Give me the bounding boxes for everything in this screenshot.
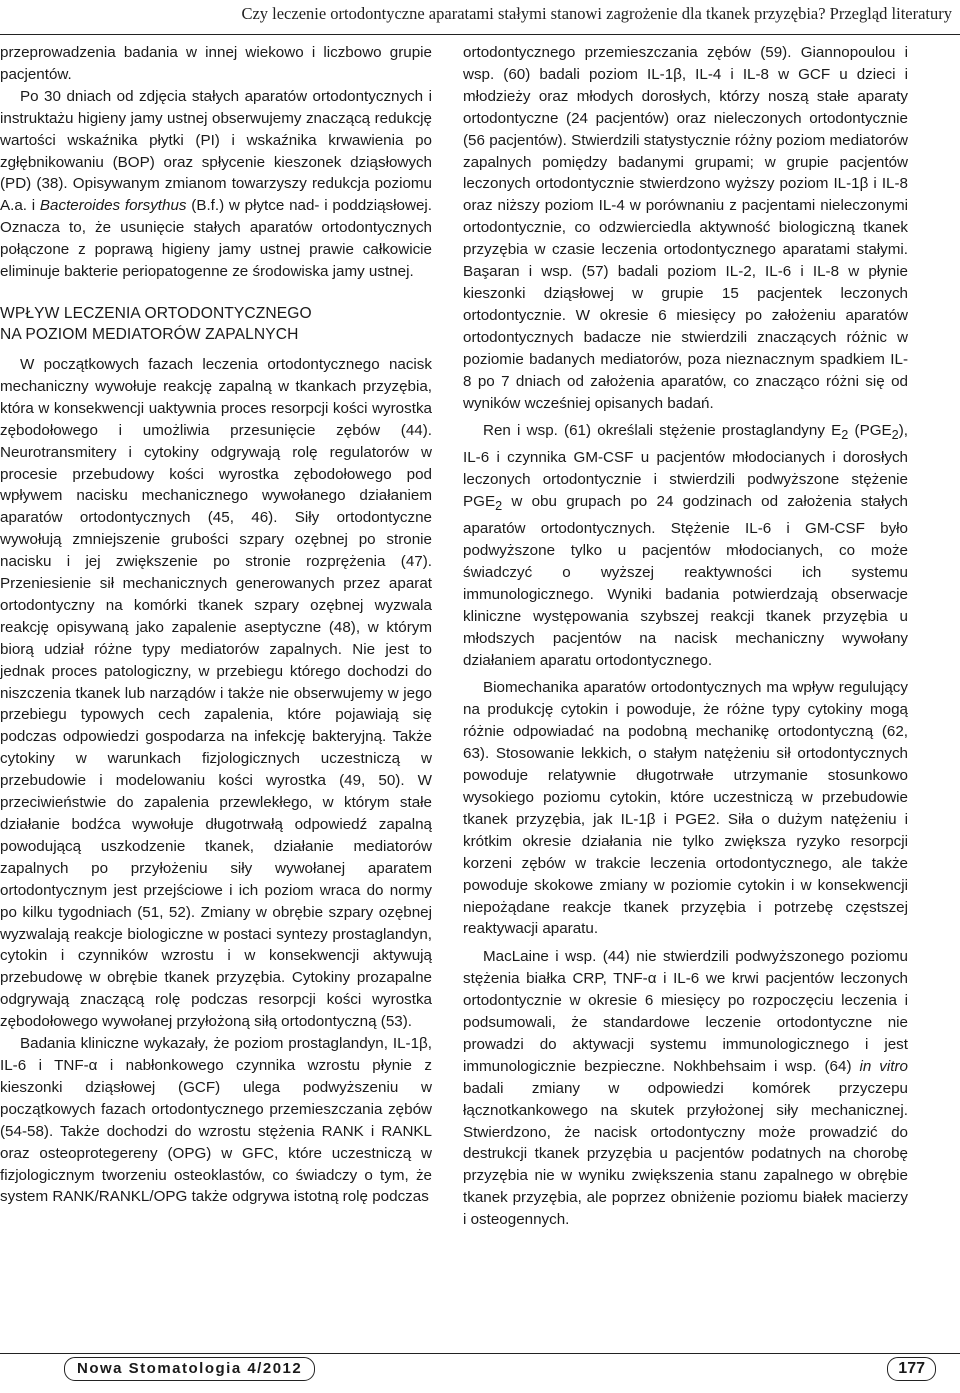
page-footer xyxy=(0,1353,960,1382)
paragraph: Ren i wsp. (61) określali stężenie prostaglandyny $E_2$ $(PGE_2)$, IL-6 i czynnika GM-CSF u pacjentów młodocianych i dorosłych leczonych ortodontycznie i stwierdzili podwyższone stężenie $PGE_2$ w obu grupach po 24 godzinach od założenia stałych aparatów ortodontycznych. Stężenie IL-6 i GM-CSF było podwyższone tylko u pacjentów młodocianych, co może świadczyć o wyższej reaktywności ich systemu immunologicznego. Wyniki badania potwierdzają obserwacje kliniczne występowania szybszej reakcji tkanek przyzębia u młodszych pacjentów na nacisk mechaniczny wywołany działaniem aparatu ortodontycznego. xyxy=(463,422,908,669)
left-column xyxy=(0,42,432,1208)
page-number: 177 xyxy=(887,1357,936,1381)
paragraph: Biomechanika aparatów ortodontycznych ma wpływ regulujący na produkcję cytokin i powoduje, że różne typy cytokiny mogą różnie odpowiadać na podobną mechanikę ortodontyczną (62, 63). Stosowanie lekkich, o stałym natężeniu sił ortodontycznych powoduje relatywnie długotrwałe utrzymanie stosunkowo wysokiego poziomu cytokin, które uczestniczą w przebudowie tkanek przyzębia, jak IL-1β i PGE2. Siła o dużym natężeniu i krótkim okresie działania nie tylko zwiększa ryzyko resorpcji korzeni zębów w trakcie leczenia ortodontycznego, ale także powoduje skokowe zmiany w poziomie cytokin i w konsekwencji niepożądane reakcje tkanek przyzębia i potrzebę częstszej reaktywacji aparatu. xyxy=(463,679,908,938)
running-title: Czy leczenie ortodontyczne aparatami stałymi stanowi zagrożenie dla tkanek przyzębia? Przegląd literatury xyxy=(241,4,952,23)
paragraph: MacLaine i wsp. (44) nie stwierdzili podwyższonego poziomu stężenia białka CRP, TNF-α i IL-6 we krwi pacjentów leczonych ortodontycznie w okresie 6 miesięcy po rozpoczęciu leczenia i podsumowali, że standardowe leczenie ortodontyczne nie prowadzi do aktywacji systemu immunologicznego i jest immunologicznie bezpieczne. Nokhbehsaim i wsp. (64) in vitro badali zmiany w odpowiedzi komórek przyczepu łącznotkankowego na skutek przyłożonej siły mechanicznej. Stwierdzono, że nacisk ortodontyczny może prowadzić do destrukcji tkanek przyzębia u pacjentów podatnych na chorobę przyzębia nie w wyniku zwiększenia stanu zapalnego w obrębie tkanek przyzębia, ale poprzez obniżenie poziomu białek macierzy i osteogennych. xyxy=(463,948,908,1229)
running-head xyxy=(0,0,960,35)
paragraph: przeprowadzenia badania w innej wiekowo i liczbowo grupie pacjentów. xyxy=(0,44,432,83)
paragraph: Po 30 dniach od zdjęcia stałych aparatów ortodontycznych i instruktażu higieny jamy ustnej obserwujemy znaczącą redukcję wartości wskaźnika płytki (PI) i wskaźnika krwawienia po zgłębnikowaniu (BOP) oraz spłycenie kieszonek dziąsłowych (PD) (38). Opisywanym zmianom towarzyszy redukcja poziomu A.a. i Bacteroides forsythus (B.f.) w płytce nad- i poddziąsłowej. Oznacza to, że usunięcie stałych aparatów ortodontycznych połączone z poprawą higieny jamy ustnej prawie całkowicie eliminuje bakterie periopatogenne ze środowiska jamy ustnej. xyxy=(0,87,432,281)
paragraph: Badania kliniczne wykazały, że poziom prostaglandyn, IL-1β, IL-6 i TNF-α i nabłonkowego czynnika wzrostu płynie z kieszonki dziąsłowej (GCF) ulega podwyższeniu w początkowych fazach ortodontycznego przemieszczania zębów (54-58). Także dochodzi do wzrostu stężenia RANK i RANKL oraz osteoprotegereny (OPG) w GFC, które uczestniczą w fizjologicznym tworzeniu osteoklastów, co świadczy o tym, że system RANK/RANKL/OPG także odgrywa istotną rolę podczas xyxy=(0,1035,432,1206)
italic-term: in vitro xyxy=(859,1057,908,1075)
section-heading: WPŁYW LECZENIA ORTODONTYCZNEGO NA POZIOM MEDIATORÓW ZAPALNYCH xyxy=(0,304,312,344)
italic-term: Bacteroides forsythus xyxy=(39,197,187,215)
journal-name: Nowa Stomatologia 4/2012 xyxy=(64,1357,315,1381)
right-column xyxy=(463,42,908,1231)
paragraph: ortodontycznego przemieszczania zębów (59). Giannopoulou i wsp. (60) badali poziom IL-1β, IL-4 i IL-8 w GCF u dzieci i młodzieży oraz młodych dorosłych, którzy noszą stałe aparaty ortodontyczne (24 pacjentów) oraz nieleczonych ortodontycznie (56 pacjentów). Stwierdzili statystycznie różny poziom mediatorów zapalnych pomiędzy badanymi grupami; w grupie pacjentów leczonych ortodontycznie stwierdzono wyższy poziom IL-1β i IL-8 oraz niższy poziom IL-4 w porównaniu z pacjentami nieleczonymi ortodontycznie, co odzwierciedla aktywność biologiczną tkanek przyzębia w czasie leczenia ortodontycznego aparatami stałymi. Başaran i wsp. (57) badali poziom IL-2, IL-6 i IL-8 w płynie kieszonki dziąsłowej w grupie 15 pacjentek leczonych ortodontycznie. W okresie 6 miesięcy po założeniu aparatów ortodontycznych badacze nie stwierdzili znaczących różnic w poziomie badanych mediatorów, poza nieznacznym spadkiem IL-8 po 7 dniach od założenia aparatów, co znacząco różni się od wyników wcześniej opisanych badań. xyxy=(463,44,908,412)
paragraph: W początkowych fazach leczenia ortodontycznego nacisk mechaniczny wywołuje reakcję zapalną w tkankach przyzębia, która w konsekwencji uaktywnia proces resorpcji kości wyrostka zębodołowego i umożliwia przesunięcie zębów (44). Neurotransmitery i cytokiny odgrywają rolę regulatorów w procesie przebudowy kości wyrostka zębodołowego pod wpływem nacisku mechanicznego wywołanego działaniem aparatów ortodontycznych (45, 46). Siły ortodontyczne wywołują zmniejszenie grubości szpary ozębnej po stronie nacisku i jej zwiększenie po stronie rozprężenia (47). Przeniesienie sił mechanicznych generowanych przez aparat ortodontyczny na komórki tkanek szpary ozębnej wyzwala reakcję opisywaną jako zapalenie aseptyczne (48), w którym biorą udział różne typy mediatorów zapalnych. Nie jest to jednak proces patologiczny, w przebiegu którego dochodzi do niszczenia tkanek lub narządów i także nie obserwujemy w jego przebiegu typowych cech zapalenia, które pojawiają się podczas odpowiedzi gospodarza na infekcję bakteryjną. Także cytokiny w warunkach fizjologicznych uczestniczą w przebudowie i modelowaniu kości wyrostka (49, 50). W przeciwieństwie do zapalenia przewlekłego, w którym stałe działanie bodźca wywołuje długotrwałą odpowiedź zapalną powodującą uszkodzenie tkanek, działanie mediatorów zapalnych po przyłożeniu siły wywołanej aparatem ortodontycznym jest przejściowe i ich poziom wraca do normy po kilku tygodniach (51, 52). Zmiany w obrębie szpary ozębnej wyzwalają reakcje biologiczne w postaci syntezy prostaglandyn, cytokin i czynników wzrostu i w konsekwencji aktywują przebudowę w obrębie tkanek przyzębia. Cytokiny prozapalne odgrywają znaczącą rolę podczas resorpcji kości wyrostka zębodołowego wywołanej przyłożoną siłą ortodontyczną (53). xyxy=(0,355,432,1031)
